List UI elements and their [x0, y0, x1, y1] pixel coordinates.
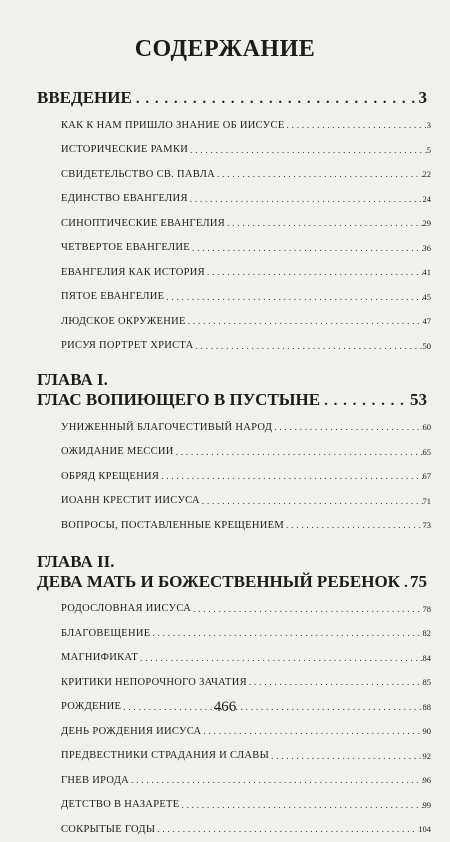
- dot-leader: [284, 520, 422, 530]
- dot-leader: [225, 218, 422, 228]
- toc-entry[interactable]: [61, 464, 431, 489]
- entry-title: ПЯТОЕ ЕВАНГЕЛИЕ: [61, 291, 165, 303]
- dot-leader: [188, 145, 427, 155]
- toc-entry[interactable]: [61, 162, 431, 187]
- dot-leader: [400, 573, 410, 593]
- toc-entry[interactable]: [61, 621, 431, 646]
- dot-leader: [200, 496, 423, 506]
- dot-leader: [150, 628, 422, 638]
- toc-entry[interactable]: [61, 211, 431, 236]
- entry-list: [37, 113, 431, 358]
- toc-entry[interactable]: [61, 285, 431, 310]
- toc-entry[interactable]: [61, 670, 431, 695]
- dot-leader: [320, 391, 410, 411]
- entry-list: [37, 415, 431, 538]
- entry-title: ЧЕТВЕРТОЕ ЕВАНГЕЛИЕ: [61, 242, 191, 254]
- entry-page: 73: [422, 520, 431, 531]
- entry-page: 104: [418, 824, 431, 835]
- toc-entry[interactable]: [61, 793, 431, 818]
- entry-title: КРИТИКИ НЕПОРОЧНОГО ЗАЧАТИЯ: [61, 676, 247, 688]
- entry-title: СОКРЫТЫЕ ГОДЫ: [61, 823, 156, 835]
- dot-leader: [205, 267, 423, 277]
- entry-page: 47: [422, 316, 431, 327]
- entry-title: ЕДИНСТВО ЕВАНГЕЛИЯ: [61, 193, 188, 205]
- toc-entry[interactable]: [61, 138, 431, 163]
- dot-leader: [194, 341, 423, 351]
- entry-page: 99: [422, 799, 431, 810]
- entry-title: СИНОПТИЧЕСКИЕ ЕВАНГЕЛИЯ: [61, 217, 226, 229]
- entry-page: 22: [422, 169, 431, 180]
- entry-title: ИОАНН КРЕСТИТ ИИСУСА: [61, 495, 200, 507]
- entry-title: ЕВАНГЕЛИЯ КАК ИСТОРИЯ: [61, 266, 205, 278]
- dot-leader: [129, 775, 422, 785]
- entry-title: ДЕНЬ РОЖДЕНИЯ ИИСУСА: [61, 725, 202, 737]
- chapter-page-number: 75: [410, 571, 427, 591]
- dot-leader: [272, 422, 422, 432]
- entry-title: СВИДЕТЕЛЬСТВО СВ. ПАВЛА: [61, 168, 216, 180]
- dot-leader: [179, 800, 422, 810]
- dot-leader: [164, 292, 422, 302]
- dot-leader: [190, 243, 422, 253]
- toc-entry[interactable]: [61, 334, 431, 359]
- page-number: 466: [213, 699, 237, 715]
- dot-leader: [285, 120, 427, 130]
- entry-title: ИСТОРИЧЕСКИЕ РАМКИ: [61, 144, 189, 156]
- entry-page: 84: [422, 652, 431, 663]
- entry-title: ОЖИДАНИЕ МЕССИИ: [61, 446, 174, 458]
- dot-leader: [138, 653, 422, 663]
- entry-page: 96: [422, 775, 431, 786]
- entry-page: 50: [422, 340, 431, 351]
- dot-leader: [132, 89, 419, 109]
- toc-entry[interactable]: [61, 260, 431, 285]
- toc-entry[interactable]: [61, 744, 431, 769]
- dot-leader: [174, 447, 423, 457]
- toc-entry[interactable]: [61, 646, 431, 671]
- entry-list: [37, 597, 431, 842]
- entry-page: 88: [422, 701, 431, 712]
- section-introduction: [37, 88, 450, 358]
- toc-entry[interactable]: [61, 817, 431, 842]
- entry-title: ОБРЯД КРЕЩЕНИЯ: [61, 470, 160, 482]
- entry-page: 41: [422, 267, 431, 278]
- entry-title: МАГНИФИКАТ: [61, 652, 139, 664]
- toc-entry[interactable]: [61, 597, 431, 622]
- entry-title: КАК К НАМ ПРИШЛО ЗНАНИЕ ОБ ИИСУСЕ: [61, 119, 285, 131]
- entry-page: 85: [422, 677, 431, 688]
- entry-title: ПРЕДВЕСТНИКИ СТРАДАНИЯ И СЛАВЫ: [61, 750, 270, 762]
- dot-leader: [191, 604, 422, 614]
- toc-entry[interactable]: [61, 719, 431, 744]
- toc-entry[interactable]: [61, 489, 431, 514]
- dot-leader: [269, 751, 422, 761]
- entry-title: РОЖДЕНИЕ: [61, 701, 122, 713]
- dot-leader: [247, 677, 423, 687]
- entry-page: 67: [422, 471, 431, 482]
- section-heading-row[interactable]: [37, 88, 427, 109]
- section-heading: ВВЕДЕНИЕ: [37, 88, 132, 107]
- chapter-page-number: 53: [410, 390, 427, 409]
- entry-title: ДЕТСТВО В НАЗАРЕТЕ: [61, 799, 180, 811]
- entry-page: 36: [422, 242, 431, 253]
- toc-entry[interactable]: [61, 236, 431, 261]
- toc-entry[interactable]: [61, 768, 431, 793]
- toc-entry[interactable]: [61, 513, 431, 538]
- dot-leader: [155, 824, 418, 834]
- toc-entry[interactable]: [61, 187, 431, 212]
- entry-page: 24: [422, 193, 431, 204]
- dot-leader: [186, 316, 423, 326]
- entry-page: 29: [422, 218, 431, 229]
- chapter-label: ГЛАВА II.: [37, 551, 115, 571]
- entry-title: ВОПРОСЫ, ПОСТАВЛЕННЫЕ КРЕЩЕНИЕМ: [61, 519, 285, 531]
- chapter-heading-row[interactable]: [37, 390, 427, 411]
- entry-page: 82: [422, 628, 431, 639]
- entry-page: 3: [426, 120, 431, 131]
- entry-title: РИСУЯ ПОРТРЕТ ХРИСТА: [61, 340, 194, 352]
- page-title: СОДЕРЖАНИЕ: [134, 36, 316, 62]
- section-chapter-1: [37, 370, 450, 538]
- entry-page: 60: [422, 422, 431, 433]
- entry-title: ГНЕВ ИРОДА: [61, 774, 130, 786]
- dot-leader: [201, 726, 422, 736]
- toc-entry[interactable]: [61, 113, 431, 138]
- toc-entry[interactable]: [61, 440, 431, 465]
- chapter-heading-row[interactable]: [37, 572, 427, 593]
- entry-page: 5: [426, 144, 431, 155]
- entry-page: 71: [422, 495, 431, 506]
- dot-leader: [188, 194, 423, 204]
- entry-page: 78: [422, 603, 431, 614]
- entry-title: БЛАГОВЕЩЕНИЕ: [61, 627, 151, 639]
- chapter-label: ГЛАВА I.: [37, 370, 108, 389]
- entry-title: ЛЮДСКОЕ ОКРУЖЕНИЕ: [61, 315, 186, 327]
- entry-page: 65: [422, 446, 431, 457]
- toc-entry[interactable]: [61, 309, 431, 334]
- section-chapter-2: [37, 552, 450, 842]
- section-page-number: 3: [418, 88, 427, 107]
- dot-leader: [159, 471, 422, 481]
- entry-title: УНИЖЕННЫЙ БЛАГОЧЕСТИВЫЙ НАРОД: [61, 421, 273, 433]
- entry-page: 92: [422, 750, 431, 761]
- table-of-contents: [37, 88, 450, 842]
- entry-page: 90: [422, 726, 431, 737]
- chapter-heading: ДЕВА МАТЬ И БОЖЕСТВЕННЫЙ РЕБЕНОК: [37, 571, 401, 591]
- toc-entry[interactable]: [61, 415, 431, 440]
- chapter-heading: ГЛАС ВОПИЮЩЕГО В ПУСТЫНЕ: [37, 390, 321, 409]
- entry-page: 45: [422, 291, 431, 302]
- dot-leader: [215, 169, 422, 179]
- entry-title: РОДОСЛОВНАЯ ИИСУСА: [61, 603, 192, 615]
